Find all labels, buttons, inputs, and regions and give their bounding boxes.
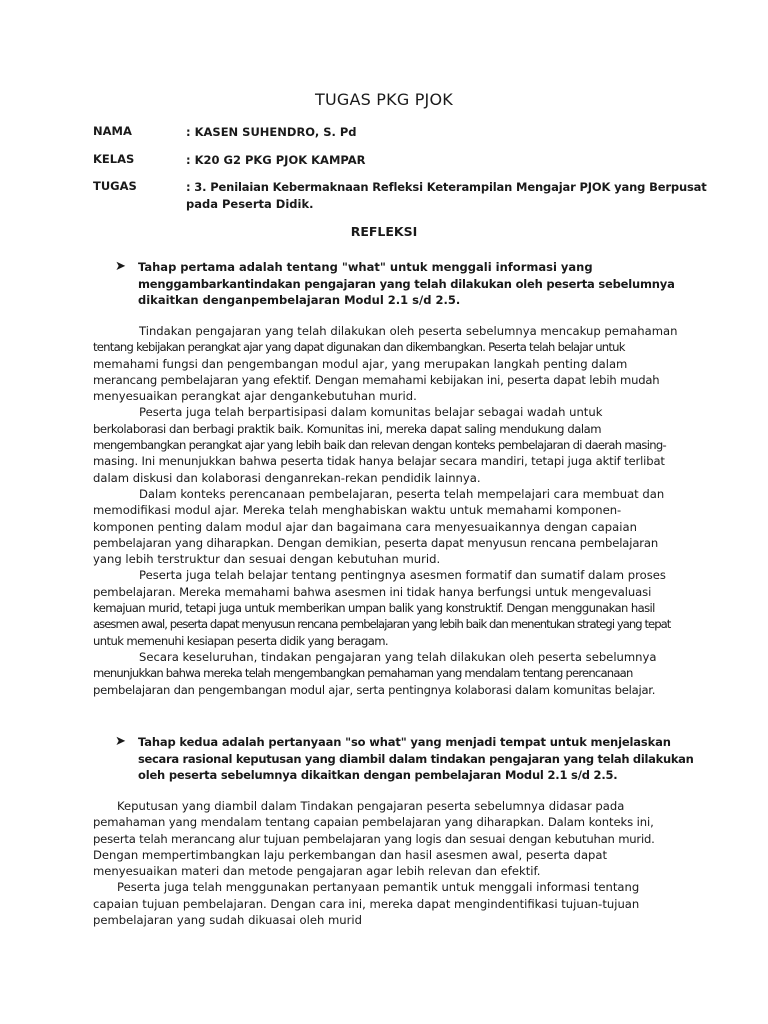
body-line: Tindakan pengajaran yang telah dilakukan oleh peserta sebelumnya mencakup pemahaman: [139, 324, 678, 338]
kelas-label: KELAS: [93, 152, 135, 166]
body-line: pembelajaran yang sudah dikuasai oleh murid: [93, 913, 362, 928]
body-line: memodifikasi modul ajar. Mereka telah menghabiskan waktu untuk memahami komponen-: [93, 503, 622, 518]
body-line: tentang kebijakan perangkat ajar yang dapat digunakan dan dikembangkan. Peserta telah belajar untuk: [93, 340, 625, 355]
tugas-value-line-2: pada Peserta Didik.: [186, 197, 314, 211]
body-line: asesmen awal, peserta dapat menyusun rencana pembelajaran yang lebih baik dan menentukan strategi yang tepat: [93, 617, 671, 632]
bullet-so-what-line: Tahap kedua adalah pertanyaan "so what" yang menjadi tempat untuk menjelaskan: [138, 735, 671, 749]
body-line: memahami fungsi dan pengembangan modul ajar, yang merupakan langkah penting dalam: [93, 356, 628, 371]
body-line: untuk memenuhi kesiapan peserta didik yang beragam.: [93, 633, 388, 648]
body-line: masing. Ini menunjukkan bahwa peserta tidak hanya belajar secara mandiri, tetapi juga aktif terlibat: [93, 454, 665, 469]
arrow-bullet-icon: ➤: [115, 259, 126, 274]
tugas-label: TUGAS: [93, 179, 137, 193]
nama-value: : KASEN SUHENDRO, S. Pd: [186, 125, 357, 139]
bullet-what-text: [138, 259, 675, 309]
body-line: berkolaborasi dan berbagi praktik baik. Komunitas ini, mereka dapat saling mendukung dalam: [93, 421, 602, 436]
bullet-what-line: dikaitkan denganpembelajaran Modul 2.1 s/d 2.5.: [138, 293, 461, 307]
bullet-what-line: Tahap pertama adalah tentang "what" untuk menggali informasi yang: [138, 260, 593, 274]
body-line: Peserta juga telah menggunakan pertanyaan pemantik untuk menggali informasi tentang: [117, 880, 640, 895]
section-heading-refleksi: REFLEKSI: [350, 224, 418, 239]
body-line: Secara keseluruhan, tindakan pengajaran yang telah dilakukan oleh peserta sebelumnya: [139, 649, 657, 664]
body-line: komponen penting dalam modul ajar dan bagaimana cara menyesuaikannya dengan capaian: [93, 519, 637, 534]
body-line: merancang pembelajaran yang efektif. Dengan memahami kebijakan ini, peserta dapat lebih mudah: [93, 372, 660, 387]
body-line: mengembangkan perangkat ajar yang lebih baik dan relevan dengan konteks pembelajaran di daerah masing-: [93, 438, 667, 453]
body-line: yang lebih terstruktur dan sesuai dengan kebutuhan murid.: [93, 552, 441, 567]
body-line: Dengan mempertimbangkan laju perkembangan dan hasil asesmen awal, peserta dapat: [93, 847, 608, 862]
bullet-so-what-line: secara rasional keputusan yang diambil dalam tindakan pengajaran yang telah dilakukan: [138, 751, 694, 766]
reflection-what-body: [93, 323, 678, 698]
tugas-value-line-1: : 3. Penilaian Kebermaknaan Refleksi Keterampilan Mengajar PJOK yang Berpusat: [186, 180, 707, 194]
arrow-bullet-icon: ➤: [115, 734, 126, 749]
tugas-value: [186, 179, 707, 213]
reflection-so-what-body: [93, 798, 673, 928]
kelas-value: : K20 G2 PKG PJOK KAMPAR: [186, 153, 366, 167]
body-line: dalam diskusi dan kolaborasi denganrekan-rekan pendidik lainnya.: [93, 470, 481, 485]
body-line: pembelajaran yang diharapkan. Dengan demikian, peserta dapat menyusun rencana pembelajaran: [93, 535, 659, 550]
body-line: Peserta juga telah berpartisipasi dalam komunitas belajar sebagai wadah untuk: [139, 405, 603, 420]
page-title: TUGAS PKG PJOK: [315, 90, 453, 109]
bullet-so-what-line: oleh peserta sebelumnya dikaitkan dengan pembelajaran Modul 2.1 s/d 2.5.: [138, 768, 618, 782]
body-line: menyesuaikan perangkat ajar dengankebutuhan murid.: [93, 389, 417, 404]
body-line: Peserta juga telah belajar tentang pentingnya asesmen formatif dan sumatif dalam proses: [139, 568, 666, 583]
body-line: pemahaman yang mendalam tentang capaian pembelajaran yang diharapkan. Dalam konteks ini,: [93, 815, 654, 830]
body-line: menunjukkan bahwa mereka telah mengembangkan pemahaman yang mendalam tentang perencanaan: [93, 666, 633, 681]
bullet-what-line: menggambarkantindakan pengajaran yang telah dilakukan oleh peserta sebelumnya: [138, 276, 675, 291]
body-line: Dalam konteks perencanaan pembelajaran, peserta telah mempelajari cara membuat dan: [139, 486, 665, 501]
nama-label: NAMA: [93, 124, 132, 138]
body-line: pembelajaran dan pengembangan modul ajar, serta pentingnya kolaborasi dalam komunitas belajar.: [93, 682, 656, 697]
body-line: pembelajaran. Mereka memahami bahwa asesmen ini tidak hanya berfungsi untuk mengevaluasi: [93, 584, 652, 599]
body-line: menyesuaikan materi dan metode pengajaran agar lebih relevan dan efektif.: [93, 864, 541, 879]
body-line: peserta telah merancang alur tujuan pembelajaran yang logis dan sesuai dengan kebutuhan murid.: [93, 831, 655, 846]
bullet-so-what-text: [138, 734, 694, 784]
body-line: kemajuan murid, tetapi juga untuk memberikan umpan balik yang konstruktif. Dengan menggunakan hasil: [93, 601, 655, 616]
body-line: Keputusan yang diambil dalam Tindakan pengajaran peserta sebelumnya didasar pada: [117, 799, 625, 813]
body-line: capaian tujuan pembelajaran. Dengan cara ini, mereka dapat mengindentifikasi tujuan-tujuan: [93, 896, 640, 911]
